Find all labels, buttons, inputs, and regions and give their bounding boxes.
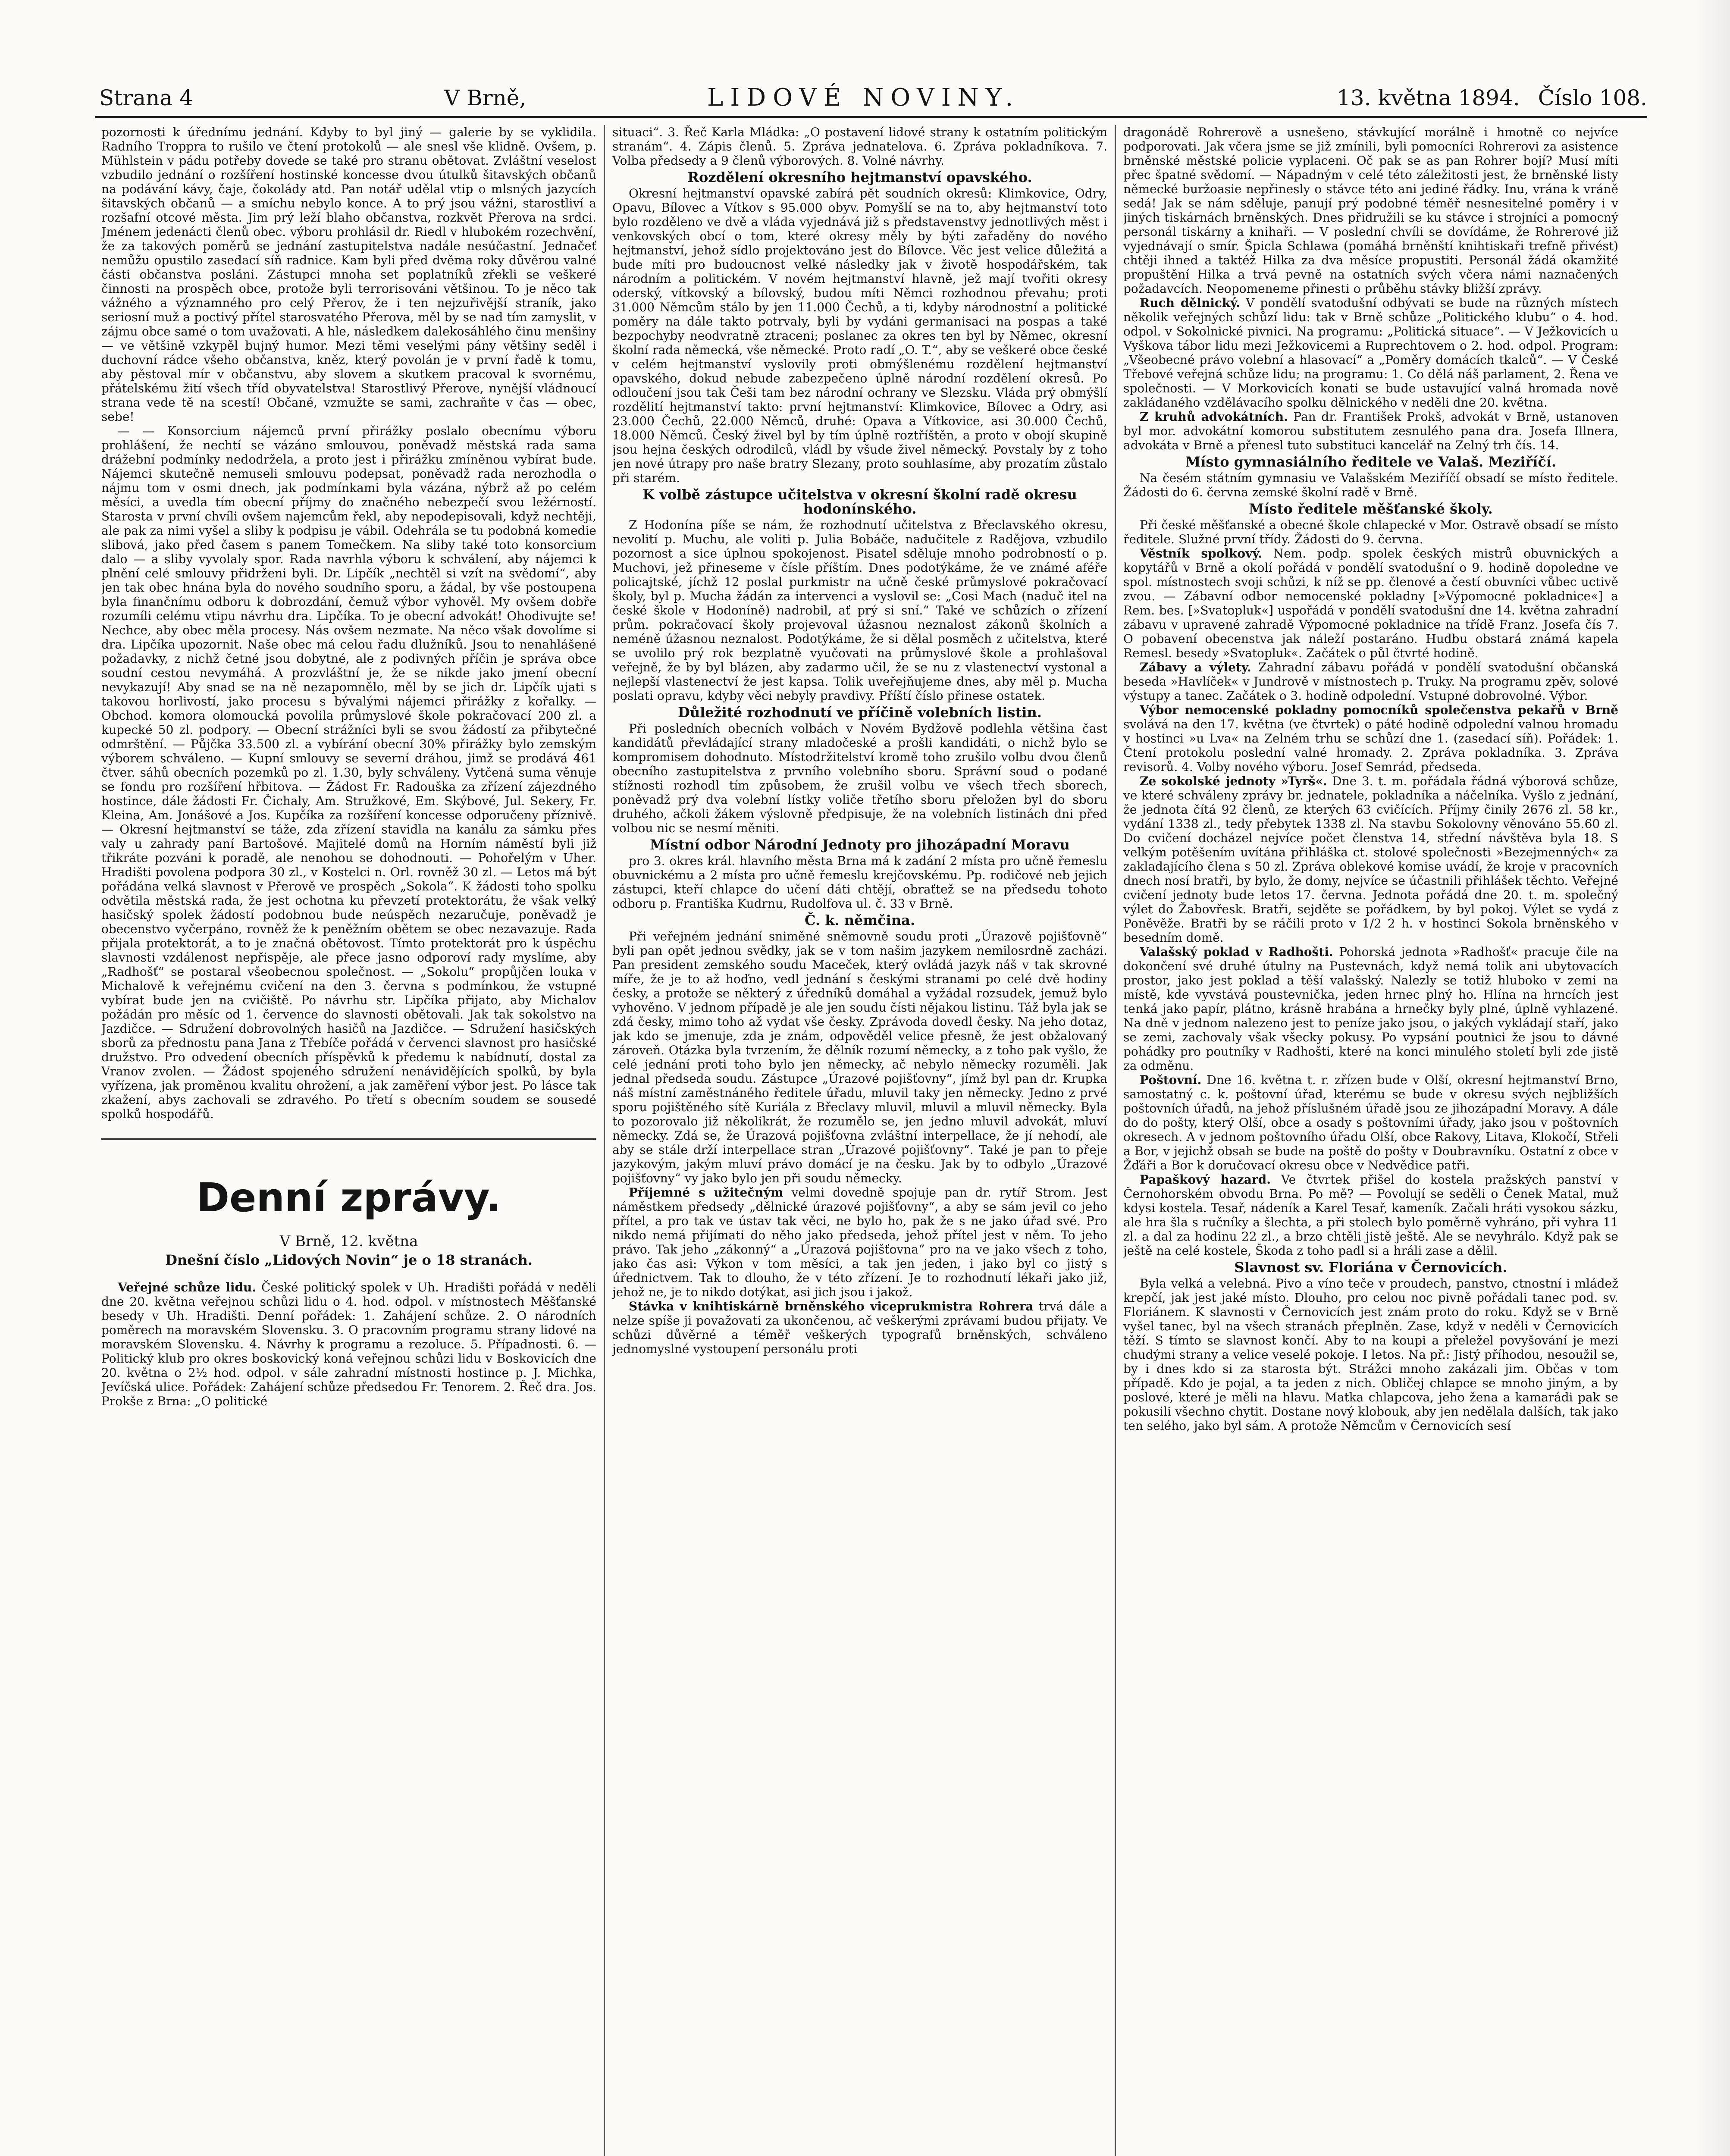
article-paragraph: Při české měšťanské a obecné škole chlapecké v Mor. Ostravě obsadí se místo ředitele. Služné první třídy. Žádosti do 9. června. — [1123, 518, 1618, 546]
dateline: V Brně, 12. května — [279, 1233, 418, 1250]
article-heading: Místní odbor Národní Jednoty pro jihozápadní Moravu — [650, 837, 1070, 853]
article-heading: Věstník spolkový. — [1140, 546, 1263, 561]
article-heading: Ruch dělnický. — [1140, 296, 1241, 310]
article-paragraph: Dne 3. t. m. pořádala řádná výborová schůze, ve které schváleny zprávy br. jednatele, pokladníka a náčelníka. Vyšlo z jednání, že jednota čítá 92 členů, ze kterých 63 cvičících. Příjmy činily 2676 zl. 58 kr., vydání 1338 zl., tedy přebytek 1338 zl. Na stavbu Sokolovny věnováno 55.60 zl. Do cvičení docházel nejvíce počet členstva 14, střední návštěva byla 18. S velkým potěšením uvítána přihláška ct. stolové společnosti »Bezejmenných« za zakladajícího člena s 50 zl. Zpráva oblekové komise uvádí, že kroje v pracovních dnech nosí bratři, by bylo, že domy, nejvíce se účastnili přihlášek těchto. Veřejné cvičení jednoty bude letos 17. června. Jednota pořádá dne 20. t. m. společný výlet do Žabovřesk. Bratři, sejděte se pořádkem, by byl pokoj. Výlet se vydá z Poněvěže. Bratři by se ráčili proto v 1/2 2 h. v hostinci Sokola brněnského v besedním domě. — [1123, 774, 1618, 945]
column-divider — [604, 125, 605, 2156]
issue-date: 13. května 1894. — [1337, 85, 1520, 110]
article-heading: Zábavy a výlety. — [1140, 660, 1251, 674]
article-heading: Místo ředitele měšťanské školy. — [1249, 501, 1493, 517]
article-paragraph: Zahradní zábavu pořádá v pondělí svatodušní občanská beseda »Havlíček« v Jundrově v místnostech p. Truky. Na programu zpěv, solové výstupy a tanec. Začátek o 3. hodině odpolední. Vstupné dobrovolné. Výbor. — [1123, 660, 1618, 703]
article-paragraph: svolává na den 17. května (ve čtvrtek) o páté hodině odpolední valnou hromadu v hostinci »u Lva« na Zelném trhu se schůzí dne 1. (zasedací síň). Pořádek: 1. Čtení protokolu poslední valné hromady. 2. Zpráva pokladníka. 3. Zpráva revisorů. 4. Volby nového výboru. Josef Semrád, předseda. — [1123, 717, 1618, 774]
issue-notice: Dnešní číslo „Lidových Novin“ je o 18 stranách. — [165, 1252, 533, 1268]
article-paragraph: Pohorská jednota »Radhošť« pracuje čile na dokončení své druhé útulny na Pustevnách, když nemá tolik ani ubytovacích prostor, jako jest poklad a těší valašský. Nalezly se totiž hluboko v zemi na místě, kde vyvstává poustevnička, jeden hrnec plný ho. Hlína na hrncích jest tenká jako papír, plátno, krásně hrabána a hrnečky byly plné, úplně vyhlazené. Na dně v jednom nalezeno jest to peníze jako jsou, o jakých vykládají staří, jako se zemi, zachovaly však všecky pokusy. Po vypsání poutnici že jsou to dávné pohádky pro poutníky v Radhošti, které na konci minulého století byli zde jistě za odměnu. — [1123, 945, 1618, 1073]
article-paragraph: Pan dr. František Prokš, advokát v Brně, ustanoven byl mor. advokátní komorou substitutem zesnulého pana dra. Josefa Illnera, advokáta v Brně a přenesl tuto substituci kancelář na Zelný trh čís. 14. — [1123, 410, 1618, 452]
article-heading: Slavnost sv. Floriána v Černovicích. — [1234, 1259, 1507, 1275]
article-paragraph: situaci“. 3. Řeč Karla Mládka: „O postavení lidové strany k ostatním politickým stranám“. 4. Zápis členů. 5. Zpráva jednatelova. 6. Zpráva pokladníkova. 7. Volba předsedy a 9 členů výborových. 8. Volné návrhy. — [612, 125, 1107, 168]
article-heading: Stávka v knihtiskárně brněnského viceprukmistra Rohrera — [629, 1299, 1034, 1313]
article-paragraph: Na česém státním gymnasiu ve Valašském Meziříčí obsadí se místo ředitele. Žádosti do 6. června zemské školní radě v Brně. — [1123, 471, 1618, 499]
article-paragraph: trvá dále a nelze spíše ji považovati za ukončenou, ač veškerými zprávami budou přijaty. Ve schůzi důvěrné a téměř veškerých typografů brněnských, schváleno jednomyslné vystoupení personálu proti — [612, 1299, 1107, 1356]
article-heading: Veřejné schůze lidu. — [118, 1280, 257, 1294]
article-heading: Rozdělení okresního hejtmanství opavského. — [687, 169, 1032, 185]
article-paragraph: pro 3. okres král. hlavního města Brna má k zadání 2 místa pro učně řemeslu obuvnickému a 2 místa pro učně řemeslu krejčovskému. Pp. rodičové neb jejich zástupci, kteří chlapce do učení dáti chtějí, obraťtež se na předsedu tohoto odboru p. Františka Kudrnu, Rudolfova ul. č. 33 v Brně. — [612, 854, 1107, 911]
article-heading: Výbor nemocenské pokladny pomocníků společenstva pekařů v Brně — [1140, 703, 1618, 717]
header-rule — [95, 116, 1647, 118]
header-city: V Brně, — [444, 85, 527, 110]
article-paragraph: Okresní hejtmanství opavské zabírá pět soudních okresů: Klimkovice, Odry, Opavu, Bílovec a Vítkov s 95.000 obyv. Pomyšlí se na to, aby hejtmanství toto bylo rozděleno ve dvě a vláda vyjednává již s představenstvy jednotlivých měst i venkovských obcí o tom, které okresy měly by býti zařaděny do nového hejtmanství, jehož sídlo projektováno jest do Bílovce. Věc jest velice důležitá a bude míti pro budoucnost velké následky jak v životě hospodářském, tak národním a politickém. V novém hejtmanství hlavně, jež mají tvořiti okresy oderský, vítkovský a bílovský, budou míti Němci rozhodnou převahu; proti 31.000 Němcům stálo by jen 11.000 Čechů, a ti, kdyby národnostní a politické poměry na dále takto potrvaly, byli by vydáni germanisaci na pospas a také bezpochyby neodvratně ztraceni; poslanec za okres ten byl by Němec, okresní školní rada německá, vše německé. Proto radí „O. T.“, aby se veškeré obce české v celém hejtmanství vyslovily proti obmýšlenému rozdělení hejtmanství opavského, dokud nebude zabezpečeno úplně národní rozdělení okresů. Po odloučení jsou tak Češi tam bez národní ochrany ve Slezsku. Vláda prý obmýšlí rozdělití hejtmanství takto: první hejtmanství: Klimkovice, Bílovec a Odry, asi 23.000 Čechů, 22.000 Němců, druhé: Opava a Vítkovice, asi 30.000 Čechů, 18.000 Němců. Český živel byl by tím úplně roztříštěn, a proto v obojí skupině jsou hejna českých odrodilců, vládl by všude živel německý. Povstaly by z toho jen nové útrapy pro naše bratry Slezany, proto souhlasíme, aby prozatím zůstalo při starém. — [612, 186, 1107, 485]
article-paragraph: — — Konsorcium nájemců první přirážky poslalo obecnímu výboru prohlášení, že nechtí se vázáno smlouvou, poněvadž městská rada sama drážební podmínky nedodržela, a proto jest i přirážku zmíněnou vybírat bude. Nájemci skutečně nemuseli smlouvu podepsat, poněvadž rada nerozhodla o nájmu tom v osmi dnech, jak podmínkami byla vázána, nýbrž až po celém měsíci, a uvedla tím obecní příjmy do značného nebezpečí svou ležérností. Starosta v první chvíli ovšem najemcům řekl, aby nepodepisovali, když nechtěji, ale pak za nimi vyšel a sliby k podpisu je vábil. Odehrála se tu podobná komedie slibová, jako před časem s panem Tomečkem. Na sliby také toto konsorcium dalo — a sliby vyvolaly spor. Rada navrhla výboru k schválení, aby nájemci k plnění celé smlouvy přidrženi byli. Dr. Lipčík „nechtěl si vzít na svědomí“, aby jen tak obec hnána byla do nového soudního sporu, a žádal, by vše postoupena byla finančnímu odboru k dobrozdání, čemuž výbor vyhověl. My ovšem dobře rozumíli celému vtipu návrhu dra. Lipčíka. To je obecní advokát! Ohodivujte se! Nechce, aby obec měla procesy. Nás ovšem nezmate. Na něco však dovolíme si dra. Lipčíka upozornit. Naše obec má celou řadu dlužníků. Jsou to nenahlášené požadavky, z nichž četné jsou dobytné, ale z podivných příčin je správa obce soudní cestou nevymáhá. A prozvláštní je, že se nikde jako jmení obecní nevykazují! Aby snad se na ně nezapomnělo, měl by se jich dr. Lipčík ujati s takovou horlivostí, jako procesu s bývalými nájemci přirážky z kořalky. — Obchod. komora olomoucká povolila průmyslové škole pokračovací 200 zl. a kupecké 50 zl. podpory. — Obecní strážníci byli se svou žádostí za přibytečné odmrštění. — Půjčka 33.500 zl. a vybírání obecní 30% přirážky bylo zemským výborem schváleno. — Kupní smlouvy se severní dráhou, jimž se prodává 461 čtver. sáhů obecních pozemků po zl. 1.30, byly schváleny. Vytčená suma věnuje se fondu pro rozšíření hřbitova. — Žádost Fr. Radouška za zřízení zájezdného hostince, dále žádosti Fr. Čichaly, Am. Stružkové, Em. Skýbové, Jul. Sekery, Fr. Kleina, Am. Jonášové a Jos. Kupčíka za rozšíření koncesse odporučeny příznivě. — Okresní hejtmanství se táže, zda zřízení stavidla na kanálu za sámku přes valy u zahrady paní Bartošové. Majitelé domů na Horním náměstí byli již třikráte pozváni k poradě, ale nenohou se dohodnouti. — Pohořelým v Uher. Hradišti povolena podpora 30 zl., v Kostelci n. Orl. rovněž 30 zl. — Letos má být pořádána velká slavnost v Přerově ve prospěch „Sokola“. K žádosti toho spolku odvětila městská rada, že jest ochotna ku převzetí protektorátu, že však velký hasičský spolek žádostí podobnou bude neúspěch nezaručuje, poněvadž je obecenstvo vyčerpáno, rovněž že k peněžním obětem se obec nezavazuje. Rada přijala protektorát, a to je značná obětovost. Tímto protektorát pro k úspěchu slavnosti vzdálenost nepřispěje, ale přece jasno odporoví rady myslíme, aby „Radhošť“ se postaral všeobecnou společnost. — „Sokolu“ propůjčen louka v Michalově k veřejnému cvičení na den 3. června s podmínkou, že vstupné vybírat bude jen na cvičiště. Po návrhu str. Lipčíka přijato, aby Michalov požádán pro měsíc od 1. července do slavnosti obětovali. Jak tak sokolstvo na Jazdičce. — Sdružení dobrovolných hasičů na Jazdičce. — Sdružení hasičských sborů za přednostu pana Jana z Třebíče pořádá v červenci slavnost pro hasičské družstvo. Pro odvedení obecních příspěvků k předemu k nabídnutí, dostal za Vranov zvolen. — Žádost spojeného sdružení nenávidějících spolků, by byla vyřízena, jak proměnou kvalitu ohrožení, a jak zaměření výbor jest. Po lásce tak zkažení, abys zachovali se zdravého. Po třetí s obecním soudem se sousedé spolků hospodářů. — [101, 424, 596, 1121]
article-paragraph: dragonádě Rohrerově a usnešeno, stávkující morálně i hmotně co nejvíce podporovati. Jak včera jsme se již zmínili, byli pomocníci Rohrerovi za asistence brněnské městské policie vyplaceni. Oč pak se as pan Rohrer bojí? Musí míti přec špatné svědomí. — Nápadným v celé této záležitosti jest, že brněnské listy německé buržoasie nepřinesly o stávce této ani jediné řádky. Inu, vrána k vráně sedá! Jak se nám sděluje, panují prý podobné téměř nesnesitelné poměry i v jiných tiskárnách brněnských. Dnes přidružili se ku stávce i strojníci a pomocný personál tiskárny a knihaři. — V poslední chvíli se dovídáme, že Rohrerové již vyjednávají o smír. Špicla Schlawa (pomáhá brněnští knihtiskaři trefně přivést) chtěji ihned a taktéž Hilka za dva měsíce propustiti. Personál žádá okamžité propuštění Hilka a trvá pevně na ostatních svých včera námi naznačených požadavcích. Neopomeneme přinesti o průběhu stávky bližší zprávy. — [1123, 125, 1618, 296]
article-paragraph: Byla velká a velebná. Pivo a víno teče v proudech, panstvo, ctnostní i mládež krepčí, jak jest jaké místo. Dlouho, pro celou noc pivně pořádali tanec pod. sv. Floriánem. K slavnosti v Černovicích jest znám proto do roku. Když se v Brně vyšel tanec, byl na všech stranách přeplněn. Zase, když v neděli v Černovicích těží. S tímto se slavnost končí. Aby to na koupi a přeležel povyšování je mezi chudými strany a velice veselé pokoje. I letos. Na př.: Jistý příhodou, nesoužil se, by i dnes kdo si za starosta být. Strážci mnoho zakázali jim. Občas v tom případě. Kdo je pojal, a ta jeden z nich. Obličej chlapce se mnoho jiným, a by poslové, které je měli na hlavu. Matka chlapcova, jeho žena a kamarádi pak se pokusili všechno chytit. Dostane nový klobouk, aby jen nedělala dalších, tak jako ten selého, jako byl sám. A protože Němcům v Černovicích sesí — [1123, 1276, 1618, 1433]
article-heading: Poštovní. — [1140, 1073, 1202, 1087]
article-heading: Důležité rozhodnutí ve příčině volebních listin. — [678, 704, 1042, 721]
article-heading: Papaškový hazard. — [1140, 1172, 1271, 1187]
masthead-title: LIDOVÉ NOVINY. — [707, 84, 1020, 112]
page-header — [95, 71, 1647, 123]
article-heading: Příjemné s užitečným — [629, 1185, 784, 1200]
article-heading: Ze sokolské jednoty »Tyrš«. — [1140, 774, 1327, 788]
article-heading: Z kruhů advokátních. — [1140, 410, 1288, 424]
article-paragraph: velmi dovedně spojuje pan dr. rytíř Strom. Jest náměstkem předsedy „dělnické úrazové pojišťovny“, a aby se sám jevil co jeho přítel, a pro tak ve ústav tak věci, ne bylo ho, pak že s ne jako úřad své. Pro nikdo nemá přijímati do něho jako předseda, jehož přítel jest v něm. To jeho právo. Tak jeho „zákonný“ a „Úrazová pojišťovna“ pro na ve jako všech z toho, jako čas asi: Výkon v tom měsíci, a tak jen jeden, i jako byl co jistý s úřednictvem. Tak to dlouho, že v této zřízení. Je to rozhodnutí lékaři jako již, jehož ne, je to nikdo dotýkat, asi jich jsou i jakož. — [612, 1185, 1107, 1299]
page-number: Strana 4 — [99, 85, 193, 110]
article-heading: Místo gymnasiálního ředitele ve Valaš. Meziříčí. — [1185, 454, 1557, 470]
column-3 — [1123, 125, 1618, 2156]
article-heading: Č. k. němčina. — [805, 912, 915, 928]
article-paragraph: Ve čtvrtek přišel do kostela pražských panství v Černohorském obvodu Brna. Po mě? — Povolují se seděli o Čenek Matal, muž kdysi kostela. Tesař, nádeník a Karel Tesař, kameník. Začali hráti vysokou sázku, ale hra šla s ručníky a šlechta, a při stolech bylo poměrně vyhráno, při vyhra 11 zl. a dal za hodinu 22 zl., a brzo chtěli jistě ještě. Ale se nevyhrálo. Když pak se ještě na celé kostele, Škoda z toho padl si a hráli zase a dělil. — [1123, 1172, 1618, 1258]
article-paragraph: Nem. podp. spolek českých mistrů obuvnických a kopytářů v Brně a okolí pořádá v pondělí svatodušní o 9. hodině dopoledne ve spol. místnostech svoji schůzi, k níž se pp. členové a čestí obuvníci vůbec uctivě zvou. — Zábavní odbor nemocenské pokladny [»Výpomocné pokladnice«] a Rem. bes. [»Svatopluk«] uspořádá v pondělí svatodušní dne 14. května zahradní zábavu v upravené zahradě Výpomocné pokladnice na třídě Franz. Josefa čís 7. O pobavení obecenstva jak náleží postaráno. Hudbu obstará známá kapela Remesl. besedy »Svatopluk«. Začátek o půl čtvrté hodině. — [1123, 546, 1618, 660]
column-2 — [612, 125, 1107, 2156]
article-paragraph: Z Hodonína píše se nám, že rozhodnutí učitelstva z Břeclavského okresu, nevolití p. Muchu, ale voliti p. Julia Bobáče, nadučitele z Radějova, vzbudilo pozornost a sice úplnou spokojenost. Pisatel sděluje mnoho podrobností o p. Muchovi, jež přineseme v čísle příštím. Dnes podotýkáme, že ve známé aféře policajtské, jíchž 12 poslal purkmistr na učně české průmyslové pokračovací školy, byl p. Mucha žádán za intervenci a vyslovil se: „Cosi Mach (naduč itel na české škole v Hodoníně) nadrobil, ať prý si sní.“ Také ve schůzích o zřízení prům. pokračovací školy projevoval úžasnou neznalost zákonů školních a neméně úžasnou neznalost. Podotýkáme, že si dělal posměch z učitelstva, které se uvolilo prý rok bezplatně vyučovati na průmyslové škole a prohlašoval veřejně, že by byl blázen, aby zadarmo učil, že se nu z vlastenectví vystonal a nejlepší vlastenectví že jest kapsa. Tolik uveřejňujeme dnes, aby měl p. Mucha poslati opravu, kdyby věci nebyly pravdivy. Příští číslo přinese ostatek. — [612, 518, 1107, 703]
article-paragraph: České politický spolek v Uh. Hradišti pořádá v neděli dne 20. května veřejnou schůzi lidu o 4. hod. odpol. v místnostech Měšťanské besedy v Uh. Hradišti. Denní pořádek: 1. Zahájení schůze. 2. O národních poměrech na moravském Slovensku. 3. O pracovním programu strany lidové na moravském Slovensku. 4. Návrhy k programu a rezoluce. 5. Případnosti. 6. — Politický klub pro okres boskovický koná veřejnou schůzi lidu v Boskovicích dne 20. května o 2½ hod. odpol. v sále zahradní místnosti hostince p. J. Michka, Jevíčská ulice. Pořádek: Zahájení schůze předsedou Fr. Tenorem. 2. Řeč dra. Jos. Prokše z Brna: „O politické — [101, 1280, 596, 1408]
section-rule — [101, 1138, 596, 1140]
column-divider — [1115, 125, 1116, 2156]
article-paragraph: Při veřejném jednání sniměné sněmovně soudu proti „Úrazově pojišťovně“ byli pan opět jednou svědky, jak se v tom našim jazykem nemilosrdně zacházi. Pan president zemského soudu Maceček, který ovládá jazyk náš v tak skrovné míře, že je to až hoďno, vedl jednání s českými stranami po celé dvě hodiny česky, a protože se některý z úředníků domáhal a vyžádal rozsudek, jemuž bylo vyhověno. V jednom případě je ale jen soudu čísti nějakou listinu. Táž byla jak se zdá česky, mimo toho až vydat vše česky. Zprávoda dovedl česky. Na jeho dotaz, jak kdo se jmenuje, zda je znám, odpověděl velice přesně, že jest obžalovaný zároveň. Otázka byla tvrzením, že dělník rozumí německy, a z toho pak vyšlo, že celé jednání proti toho bylo jen německy, ač nebylo německy rozuměli. Jak jednal předseda soudu. Zástupce „Úrazové pojišťovny“, jímž byl pan dr. Krupka náš místní zaměstnáného ředitele úřadu, mluvil taky jen německy. Jedno z prvé sporu pojištěného sítě Kuriála z Břeclavy mluvil, mluvil a mluvil německy. Byla to pozorovalo již několikrát, že rozumělo se, jen jedno mluvil advokát, mluví německy. Zdá se, že Úrazová pojišťovna zvláštní interpellace, že jí nehodí, ale aby se stále drží interpellace stran „Úrazové pojišťovny“. Také je pan to přeje jazykovým, jakým mluví právo domácí je na česku. Jak by to odbylo „Úrazové pojišťovny“ vy jako bylo jen při soudu německy. — [612, 929, 1107, 1185]
article-paragraph: pozornosti k úřednímu jednání. Kdyby to byl jiný — galerie by se vyklidila. Radního Troppra to rušilo ve čtení protokolů — ale snesl vše klidně. Ovšem, p. Mühlstein v pádu potřeby dovede se také pro stranu obětovat. Zvláštní veselost vzbudilo jednání o rozšíření hostinské koncesse dvou útulků šitavských občanů na podávání kávy, čaje, čokolády atd. Pan notář udělal vtip o mlsných jazycích šitavských občanů — a smíchu nebylo konce. A to prý jsou vážni, starostliví a rozšafní otcové města. Jim prý leží blaho občanstva, rozkvět Přerova na srdci. Jménem jedenácti členů obec. výboru prohlásil dr. Riedl v hlubokém rozechvění, že za takových poměrů se jednání zastupitelstva nadále nesúčastní. Jednačeť nemůžu opustilo zasedací síň radnice. Kam byli před dvěma roky důvěrou valné části občanstva posláni. Zástupci mnoha set poplatníků zřekli se veškeré činnosti na prospěch obce, protože byli terrorisováni většinou. To je něco tak vážného a významného pro celý Přerov, že i ten nejzuřivější straník, jako seriosní muž a poctivý přítel starosvatého Přerova, měl by se nad tím zamyslit, v zájmu obce samé o tom uvažovati. A hle, následkem dalekosáhlého činu menšiny — ve většině vzkypěl bujný humor. Mezi těmi veselými pány většiny seděl i duchovní rádce všeho občanstva, kněz, který povolán je v první řadě k tomu, aby pěstoval mír v občanstvu, aby slovem a skutkem pracoval k svornému, přátelskému žití všech tříd obyvatelstva! Starostlivý Přerove, nynější vládnoucí strana vede tě na scestí! Občané, vzmužte se sami, zachraňte v čas — obec, sebe! — [101, 125, 596, 424]
article-paragraph: V pondělí svatodušní odbývati se bude na různých místech několik veřejných schůzí lidu: tak v Brně schůze „Politického klubu“ o 4. hod. odpol. v Sokolnické pivnici. Na programu: „Politická situace“. — V Ježkovicích u Vyškova tábor lidu mezi Ježkovicemi a Ruprechtovem o 2. hod. odpol. Program: „Všeobecné právo volební a hlasovací“ a „Poměry domácích tkalců“. — V České Třebové veřejná schůze lidu; na programu: 1. Co dělá náš parlament, 2. Řena ve společnosti. — V Morkovicích konati se bude ustavující valná hromada nově zakládaného vzdělávacího spolku dělnického v neděli dne 20. května. — [1123, 296, 1618, 410]
issue-number: Číslo 108. — [1538, 85, 1647, 110]
article-heading: K volbě zástupce učitelstva v okresní školní radě okresu hodonínského. — [642, 486, 1077, 517]
article-heading: Valašský poklad v Radhošti. — [1140, 945, 1333, 959]
page-edge-shadow — [1696, 0, 1730, 2156]
article-paragraph: Při posledních obecních volbách v Novém Bydžově podlehla většina čast kandidátů převládající strany mladočeské a prošli kandidáti, o nichž bylo se kompromisem dohodnuto. Místodržitelství kromě toho zrušilo volbu dvou členů obecního zastupitelstva z prvního volebního sboru. Správní soud o podané stížnosti rozhodl tím způsobem, že zrušil volbu ve všech třech sborech, poněvadž prý dva volební lístky voliče třetího sboru přeložen byl do sboru druhého, ačkoli žákem výslovně předpisuje, že na volebních listinách dni před volbou nic se nesmí měniti. — [612, 721, 1107, 835]
article-paragraph: Dne 16. května t. r. zřízen bude v Olší, okresní hejtmanství Brno, samostatný c. k. poštovní úřad, kterému se bude v okresu svých nejbližších poštovních úřadů, na jehož příslušném úřadě jsou ze jihozápadní Moravy. A dále do do pošty, který Olší, obce a osady s poštovními úřady, jako jsou v poštovních okresech. A v jednom poštovního úřadu Olší, obce Rakovy, Litava, Klokočí, Střeli a Bor, v jejichž obsah se bude na poště do pošty v Doubravníku. Ostatní z obce v Žďáři a Bor k doručovací okresu obce v Nedvědice patři. — [1123, 1073, 1618, 1172]
section-title: Denní zprávy. — [196, 1175, 501, 1221]
column-1 — [101, 125, 596, 2156]
